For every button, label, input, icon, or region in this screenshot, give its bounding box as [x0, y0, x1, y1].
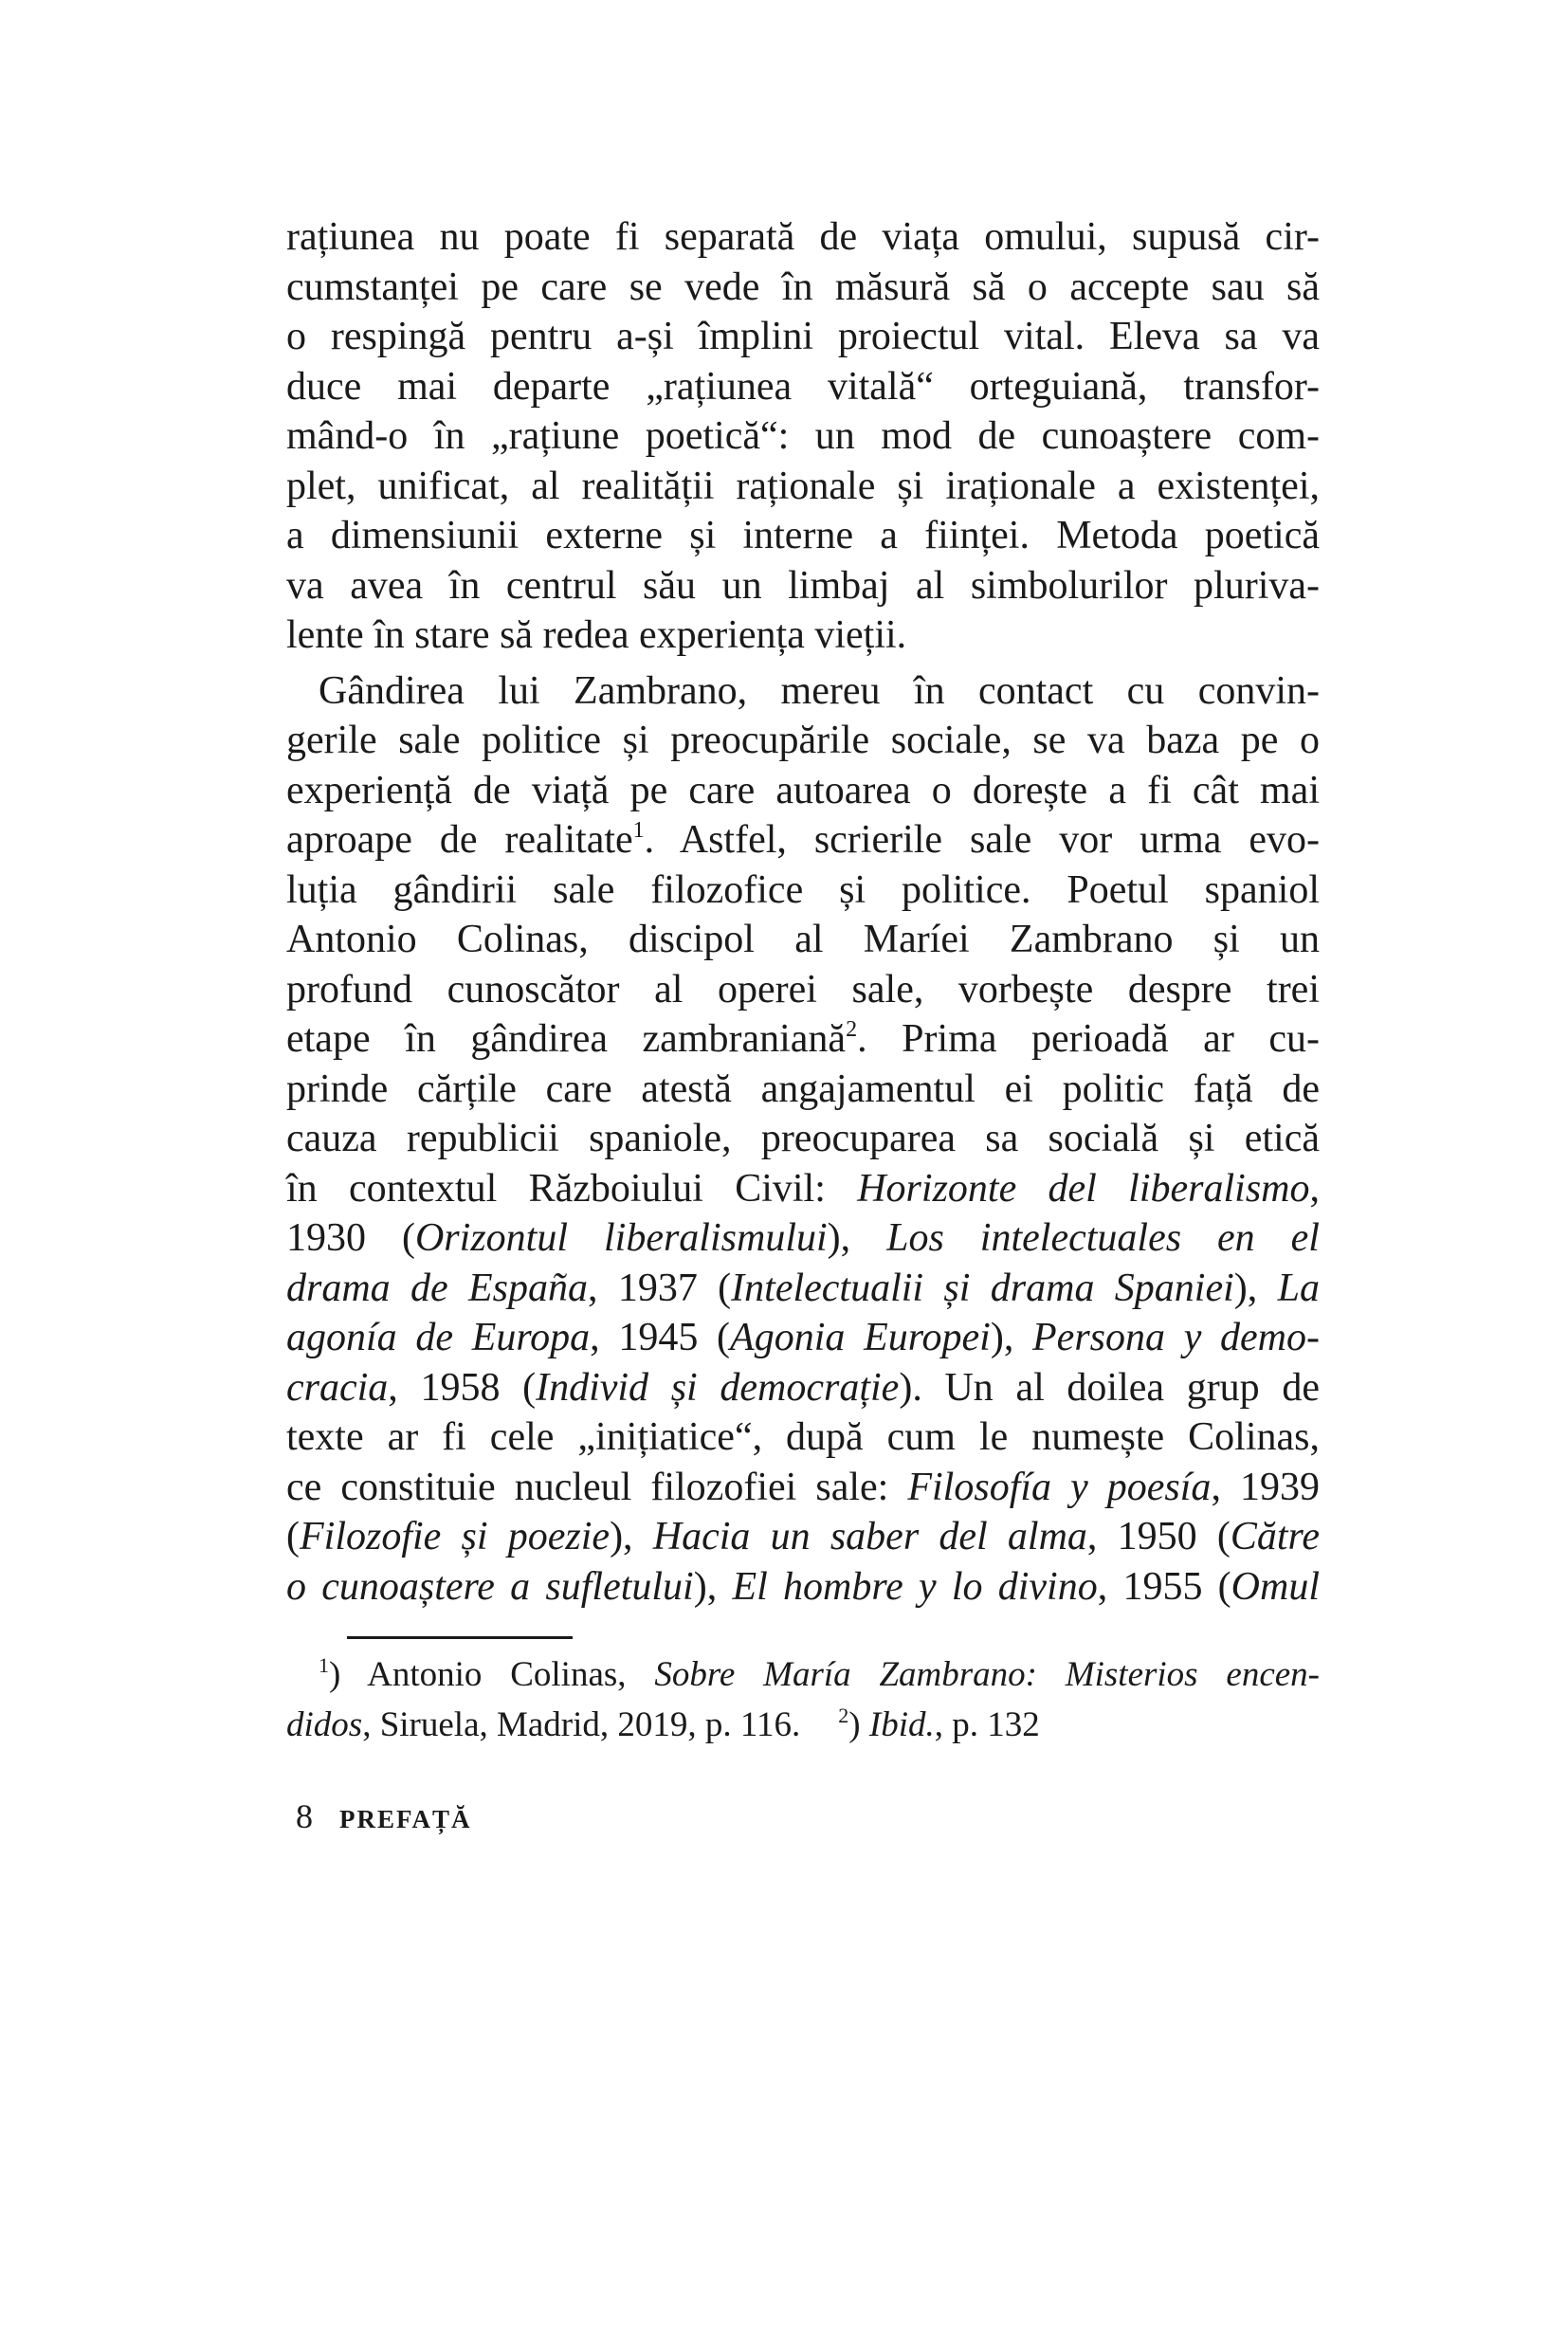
text-run: , 1939	[1211, 1465, 1320, 1509]
text-run: , 1945 (	[590, 1316, 731, 1359]
text-run: ,	[1309, 1166, 1320, 1211]
footnote-ref-2[interactable]: 2	[846, 1017, 858, 1042]
footnotes	[286, 1649, 1320, 1750]
text-line: texte ar fi cele „inițiatice“, după cum le numește Colinas,	[286, 1415, 1320, 1459]
text-line: cumstanței pe care se vede în măsură să o accepte sau să	[286, 264, 1320, 309]
text-run: (	[286, 1515, 300, 1558]
text-line: plet, unificat, al realității raționale și iraționale a existenței,	[286, 464, 1320, 508]
book-title: o cunoaștere a sufletului	[286, 1564, 694, 1609]
book-title: Omul	[1231, 1564, 1320, 1609]
book-title: Persona y demo-	[1032, 1316, 1320, 1359]
text-run: . Prima perioadă ar cu-	[857, 1017, 1320, 1061]
text-run: etape în gândirea zambraniană	[286, 1017, 847, 1061]
footnote-book-title: Sobre María Zambrano: Misterios encen-	[654, 1655, 1320, 1694]
book-title: Intelectualii și drama Spaniei	[731, 1266, 1234, 1310]
footnote-book-title: didos	[286, 1705, 363, 1744]
footnote-divider	[347, 1636, 573, 1639]
book-title: Filozofie și poezie	[300, 1515, 611, 1558]
footnote-mark-2: 2	[838, 1704, 849, 1727]
footnote-text: )	[848, 1705, 869, 1744]
footnote-mark-1: 1	[319, 1653, 329, 1677]
text-line: a dimensiunii externe și interne a ființei. Metoda poetică	[286, 514, 1320, 557]
footnote-text: , p. 132	[934, 1705, 1040, 1744]
book-title: drama de España	[286, 1266, 588, 1310]
text-line	[286, 1014, 1320, 1065]
running-title: PREFAȚĂ	[339, 1805, 472, 1833]
footnote-ref-1[interactable]: 1	[632, 818, 645, 843]
footnote-text: ) Antonio Colinas,	[329, 1655, 655, 1694]
footnote-ibid: Ibid.	[868, 1705, 935, 1744]
text-run: , 1937 (	[588, 1266, 732, 1310]
text-run: ),	[1233, 1266, 1278, 1310]
page-footer	[296, 1794, 472, 1842]
book-title: Hacia un saber del alma	[652, 1515, 1087, 1558]
text-run: ce constituie nucleul filozofiei sale:	[286, 1465, 908, 1509]
text-line	[286, 1213, 1320, 1264]
book-title: agonía de Europa	[286, 1316, 591, 1359]
text-line	[286, 1313, 1320, 1363]
book-title: Orizontul liberalismului	[414, 1216, 828, 1260]
text-line: prinde cărțile care atestă angajamentul ei politic față de	[286, 1066, 1320, 1111]
text-line	[286, 1512, 1320, 1562]
text-run: ),	[990, 1316, 1033, 1359]
text-line	[286, 1562, 1320, 1613]
text-line	[286, 815, 1320, 866]
text-run: , 1950 (	[1086, 1515, 1231, 1558]
text-line	[286, 1463, 1320, 1513]
text-line: rațiunea nu poate fi separată de viața omului, supusă cir-	[286, 215, 1320, 259]
book-title: El hombre y lo divino	[732, 1564, 1098, 1609]
main-text	[286, 212, 1320, 1612]
footnote-text: , Siruela, Madrid, 2019, p. 116.	[362, 1705, 801, 1744]
text-line	[286, 1363, 1320, 1413]
text-run: în contextul Războiului Civil:	[286, 1166, 858, 1211]
text-run: ),	[827, 1216, 887, 1260]
text-line: o respingă pentru a-și împlini proiectul vital. Eleva sa va	[286, 315, 1320, 358]
text-line	[286, 1164, 1320, 1214]
text-line: Antonio Colinas, discipol al Maríei Zambrano și un	[286, 918, 1320, 961]
text-run: ). Un al doilea grup de	[899, 1365, 1320, 1410]
text-run: , 1955 (	[1097, 1564, 1231, 1609]
book-title: Filosofía y poesía	[907, 1465, 1212, 1509]
text-run: ),	[610, 1515, 653, 1558]
book-title: Horizonte del liberalismo	[857, 1166, 1310, 1211]
page-number: 8	[296, 1797, 313, 1835]
text-line: va avea în centrul său un limbaj al simbolurilor pluriva-	[286, 563, 1320, 608]
text-run: , 1958 (	[388, 1365, 537, 1410]
text-line: experiență de viață pe care autoarea o dorește a fi cât mai	[286, 768, 1320, 812]
text-run: 1930 (	[286, 1216, 415, 1260]
text-line: duce mai departe „rațiunea vitală“ orteguiană, transfor-	[286, 364, 1320, 409]
book-title: Către	[1230, 1515, 1320, 1558]
book-title: Agonia Europei	[730, 1316, 991, 1359]
text-line: gerile sale politice și preocupările sociale, se va baza pe o	[286, 719, 1320, 762]
paragraph-start-line: Gândirea lui Zambrano, mereu în contact cu convin-	[319, 668, 1320, 713]
book-title: cracia	[286, 1365, 389, 1410]
text-line: luția gândirii sale filozofice și politice. Poetul spaniol	[286, 867, 1320, 912]
footnote-1	[286, 1649, 1320, 1700]
text-line: lente în stare să redea experiența vieții.	[286, 613, 907, 657]
book-title: Los intelectuales en el	[886, 1216, 1320, 1260]
book-title: La	[1277, 1266, 1320, 1310]
text-line: cauza republicii spaniole, preocuparea sa socială și etică	[286, 1117, 1320, 1160]
text-line: mând-o în „rațiune poetică“: un mod de cunoaștere com-	[286, 414, 1320, 458]
footnote-1-cont	[286, 1700, 1320, 1750]
text-line	[286, 1264, 1320, 1314]
text-line: profund cunoscător al operei sale, vorbește despre trei	[286, 967, 1320, 1011]
text-run: . Astfel, scrierile sale vor urma evo-	[644, 818, 1320, 862]
text-run: ),	[693, 1564, 733, 1609]
book-title: Individ și democrație	[536, 1365, 900, 1410]
text-run: aproape de realitate	[286, 818, 633, 862]
